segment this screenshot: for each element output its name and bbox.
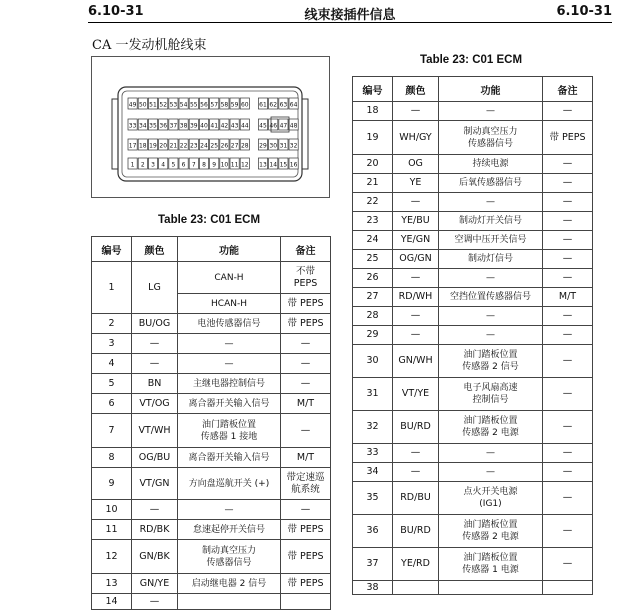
connector-pin-label: 24 (200, 142, 208, 150)
table-row (353, 411, 593, 444)
cell-no: 31 (353, 378, 393, 411)
connector-pin-label: 25 (210, 142, 219, 150)
table-row (353, 345, 593, 378)
cell-note: 带 PEPS (281, 540, 331, 574)
cell-color: GN/BK (132, 540, 178, 574)
cell-func: HCAN-H (178, 294, 281, 314)
cell-func (178, 594, 281, 610)
table-row (353, 581, 593, 595)
connector-pin-label: 47 (279, 122, 288, 130)
connector-pin-label: 15 (279, 161, 288, 169)
table-left-header-color: 颜色 (132, 237, 178, 262)
connector-pin-label: 36 (159, 122, 168, 130)
page-header-title: 线束接插件信息 (304, 8, 396, 23)
cell-color: — (393, 444, 439, 463)
connector-pin-label: 53 (169, 101, 178, 109)
cell-note: — (543, 326, 593, 345)
cell-note: M/T (543, 288, 593, 307)
cell-no: 30 (353, 345, 393, 378)
table-row (353, 102, 593, 121)
cell-color: YE (393, 174, 439, 193)
cell-no: 19 (353, 121, 393, 155)
table-row (92, 448, 331, 468)
connector-pin-label: 39 (189, 122, 198, 130)
connector-pin-label: 49 (128, 101, 137, 109)
cell-note: — (543, 174, 593, 193)
connector-pin-label: 41 (210, 122, 219, 130)
cell-note: — (281, 414, 331, 448)
cell-func: 油门踏板位置 传感器 2 电源 (439, 411, 543, 444)
cell-color: BU/RD (393, 515, 439, 548)
connector-pin-label: 26 (220, 142, 229, 150)
cell-note: — (543, 307, 593, 326)
cell-no: 21 (353, 174, 393, 193)
connector-pin-label: 61 (259, 101, 267, 109)
cell-color: RD/BU (393, 482, 439, 515)
table-row (92, 594, 331, 610)
cell-note: — (281, 354, 331, 374)
cell-note (543, 581, 593, 595)
table-row (353, 231, 593, 250)
cell-note: — (543, 515, 593, 548)
connector-pin-label: 23 (189, 142, 198, 150)
connector-diagram (91, 56, 330, 198)
cell-color: YE/RD (393, 548, 439, 581)
cell-func: 制动真空压力 传感器信号 (178, 540, 281, 574)
connector-pin-label: 46 (269, 122, 278, 130)
connector-pin-label: 52 (159, 101, 168, 109)
table-row (92, 334, 331, 354)
table-row (92, 540, 331, 574)
cell-no: 29 (353, 326, 393, 345)
table-left-header-no: 编号 (92, 237, 132, 262)
cell-func: 油门踏板位置 传感器 1 电源 (439, 548, 543, 581)
connector-pin-label: 27 (230, 142, 239, 150)
cell-no: 11 (92, 520, 132, 540)
cell-no: 9 (92, 468, 132, 500)
cell-note: — (543, 482, 593, 515)
table-row (92, 314, 331, 334)
cell-color: — (132, 334, 178, 354)
connector-pin-label: 1 (130, 161, 135, 169)
cell-no: 12 (92, 540, 132, 574)
cell-no: 3 (92, 334, 132, 354)
cell-color: OG (393, 155, 439, 174)
cell-no: 32 (353, 411, 393, 444)
cell-no: 22 (353, 193, 393, 212)
table-row (353, 288, 593, 307)
cell-no: 18 (353, 102, 393, 121)
connector-pin-label: 10 (220, 161, 229, 169)
table-row (353, 121, 593, 155)
connector-pin-label: 14 (269, 161, 278, 169)
cell-no: 10 (92, 500, 132, 520)
connector-pin-label: 3 (151, 161, 155, 169)
table-row (92, 500, 331, 520)
cell-no: 5 (92, 374, 132, 394)
connector-pin-label: 16 (289, 161, 298, 169)
cell-func: — (178, 354, 281, 374)
cell-color: YE/BU (393, 212, 439, 231)
cell-note: M/T (281, 394, 331, 414)
cell-color: BN (132, 374, 178, 394)
cell-func: 怠速起停开关信号 (178, 520, 281, 540)
page-number-right: 6.10-31 (556, 4, 612, 19)
cell-func: 电池传感器信号 (178, 314, 281, 334)
connector-left-latch (112, 99, 118, 169)
connector-pin-label: 35 (149, 122, 157, 130)
connector-pin-label: 22 (179, 142, 188, 150)
cell-color: VT/GN (132, 468, 178, 500)
cell-note: M/T (281, 448, 331, 468)
connector-pin-label: 45 (259, 122, 267, 130)
cell-no: 6 (92, 394, 132, 414)
cell-func: — (439, 102, 543, 121)
cell-func: 启动继电器 2 信号 (178, 574, 281, 594)
connector-pin-label: 60 (240, 101, 249, 109)
cell-no: 2 (92, 314, 132, 334)
cell-func: — (439, 326, 543, 345)
connector-pin-label: 28 (240, 142, 249, 150)
cell-no: 36 (353, 515, 393, 548)
cell-color: — (393, 463, 439, 482)
table-row (353, 515, 593, 548)
cell-func: CAN-H (178, 262, 281, 294)
cell-color: — (393, 326, 439, 345)
connector-pin-label: 33 (128, 122, 137, 130)
table-row (92, 574, 331, 594)
table-row (353, 378, 593, 411)
connector-pin-label: 21 (169, 142, 178, 150)
cell-func: 制动真空压力 传感器信号 (439, 121, 543, 155)
cell-color: GN/YE (132, 574, 178, 594)
cell-color: GN/WH (393, 345, 439, 378)
cell-color: OG/GN (393, 250, 439, 269)
table-left-header-note: 备注 (281, 237, 331, 262)
cell-func: — (439, 269, 543, 288)
cell-func: 电子风扇高速 控制信号 (439, 378, 543, 411)
cell-no: 33 (353, 444, 393, 463)
cell-note: — (543, 463, 593, 482)
cell-no: 13 (92, 574, 132, 594)
cell-note: — (543, 345, 593, 378)
cell-func: 离合器开关输入信号 (178, 394, 281, 414)
connector-pin-label: 63 (279, 101, 288, 109)
cell-func: 点火开关电源 (IG1) (439, 482, 543, 515)
section-title: CA 一发动机舱线束 (92, 38, 207, 53)
cell-color: BU/RD (393, 411, 439, 444)
table-row (353, 193, 593, 212)
table-left (91, 236, 331, 610)
table-row (353, 548, 593, 581)
table-left-header-func: 功能 (178, 237, 281, 262)
table-row (92, 414, 331, 448)
connector-pin-label: 51 (149, 101, 157, 109)
cell-func: 空挡位置传感器信号 (439, 288, 543, 307)
connector-pin-label: 6 (181, 161, 186, 169)
table-row (353, 212, 593, 231)
cell-no: 4 (92, 354, 132, 374)
table-row (353, 174, 593, 193)
cell-func: 制动灯开关信号 (439, 212, 543, 231)
table-right-header-row (353, 77, 593, 102)
cell-no: 7 (92, 414, 132, 448)
cell-note: — (543, 250, 593, 269)
cell-color: — (393, 102, 439, 121)
table-row (353, 307, 593, 326)
cell-func: 制动灯信号 (439, 250, 543, 269)
cell-note: 带 PEPS (543, 121, 593, 155)
cell-note: 带定速巡 航系统 (281, 468, 331, 500)
cell-color: YE/GN (393, 231, 439, 250)
cell-color: — (132, 594, 178, 610)
connector-pin-label: 38 (179, 122, 188, 130)
connector-right-latch (302, 99, 308, 169)
table-row (353, 444, 593, 463)
connector-pin-label: 40 (200, 122, 208, 130)
connector-pin-label: 31 (279, 142, 288, 150)
cell-no: 37 (353, 548, 393, 581)
cell-no: 27 (353, 288, 393, 307)
connector-pin-label: 42 (220, 122, 229, 130)
cell-note: — (281, 374, 331, 394)
table-row (353, 269, 593, 288)
connector-pin-label: 56 (200, 101, 208, 109)
table-right-header-no: 编号 (353, 77, 393, 102)
connector-pin-label: 7 (191, 161, 196, 169)
connector-pin-label: 54 (179, 101, 188, 109)
cell-note: — (543, 231, 593, 250)
table-row (92, 262, 331, 294)
connector-pin-label: 12 (240, 161, 249, 169)
cell-no: 23 (353, 212, 393, 231)
cell-note: 带 PEPS (281, 574, 331, 594)
cell-color: VT/WH (132, 414, 178, 448)
connector-pin-label: 8 (202, 161, 206, 169)
connector-pin-label: 29 (259, 142, 267, 150)
table-row (92, 468, 331, 500)
header-rule (88, 22, 612, 23)
table-row (353, 482, 593, 515)
table-left-header-row (92, 237, 331, 262)
cell-color: VT/YE (393, 378, 439, 411)
cell-note: 带 PEPS (281, 314, 331, 334)
cell-func: 油门踏板位置 传感器 2 电源 (439, 515, 543, 548)
connector-pin-label: 37 (169, 122, 178, 130)
table-row (92, 354, 331, 374)
table-right-header-func: 功能 (439, 77, 543, 102)
cell-func: 后氧传感器信号 (439, 174, 543, 193)
connector-pin-label: 19 (149, 142, 157, 150)
cell-note: — (543, 193, 593, 212)
cell-note: 不带 PEPS (281, 262, 331, 294)
cell-no: 38 (353, 581, 393, 595)
connector-pin-label: 2 (140, 161, 145, 169)
table-right-header-note: 备注 (543, 77, 593, 102)
connector-pin-label: 30 (269, 142, 278, 150)
connector-pin-label: 62 (269, 101, 278, 109)
cell-color: VT/OG (132, 394, 178, 414)
cell-func: — (178, 334, 281, 354)
connector-pin-label: 9 (212, 161, 217, 169)
cell-note: — (543, 102, 593, 121)
cell-color: — (393, 193, 439, 212)
cell-note: — (543, 548, 593, 581)
cell-func: 空调中压开关信号 (439, 231, 543, 250)
table-row (353, 155, 593, 174)
cell-func (439, 581, 543, 595)
connector-pin-label: 20 (159, 142, 168, 150)
cell-func: — (439, 193, 543, 212)
cell-color: — (132, 500, 178, 520)
connector-pin-label: 57 (210, 101, 219, 109)
table-right-header-color: 颜色 (393, 77, 439, 102)
connector-pin-label: 59 (230, 101, 239, 109)
cell-no: 34 (353, 463, 393, 482)
cell-note: — (543, 378, 593, 411)
cell-note: — (543, 212, 593, 231)
cell-color: — (132, 354, 178, 374)
cell-no: 28 (353, 307, 393, 326)
table-row (353, 326, 593, 345)
cell-func: 主继电器控制信号 (178, 374, 281, 394)
cell-color: BU/OG (132, 314, 178, 334)
cell-func: — (439, 444, 543, 463)
table-row (92, 520, 331, 540)
cell-note: — (543, 269, 593, 288)
cell-no: 1 (92, 262, 132, 314)
connector-pin-label: 18 (138, 142, 147, 150)
cell-color: — (393, 269, 439, 288)
cell-note: 带 PEPS (281, 294, 331, 314)
cell-note: — (281, 500, 331, 520)
cell-color: LG (132, 262, 178, 314)
table-row (353, 463, 593, 482)
connector-pin-label: 4 (161, 161, 166, 169)
connector-pin-label: 5 (171, 161, 176, 169)
cell-func: 离合器开关输入信号 (178, 448, 281, 468)
connector-pin-label: 55 (189, 101, 198, 109)
cell-no: 24 (353, 231, 393, 250)
cell-note: — (543, 155, 593, 174)
cell-color: OG/BU (132, 448, 178, 468)
table-left-caption: Table 23: C01 ECM (158, 214, 261, 226)
cell-no: 25 (353, 250, 393, 269)
cell-func: — (178, 500, 281, 520)
connector-pin-label: 64 (289, 101, 298, 109)
cell-color: — (393, 307, 439, 326)
table-row (92, 394, 331, 414)
cell-color: RD/WH (393, 288, 439, 307)
connector-pin-label: 13 (259, 161, 267, 169)
connector-pin-label: 50 (138, 101, 147, 109)
page-number-left: 6.10-31 (88, 4, 144, 19)
connector-drawing (92, 57, 329, 197)
cell-note: — (281, 334, 331, 354)
connector-pin-label: 34 (138, 122, 147, 130)
connector-pin-label: 11 (230, 161, 239, 169)
connector-pin-label: 32 (289, 142, 298, 150)
cell-no: 8 (92, 448, 132, 468)
cell-color: RD/BK (132, 520, 178, 540)
table-right (352, 76, 593, 595)
table-right-caption: Table 23: C01 ECM (420, 54, 523, 66)
cell-func: 油门踏板位置 传感器 1 接地 (178, 414, 281, 448)
cell-note: 带 PEPS (281, 520, 331, 540)
connector-pin-label: 48 (289, 122, 298, 130)
connector-pin-label: 58 (220, 101, 229, 109)
cell-note (281, 594, 331, 610)
cell-func: 方向盘巡航开关 (+) (178, 468, 281, 500)
connector-pin-label: 17 (128, 142, 137, 150)
cell-func: — (439, 307, 543, 326)
table-row (353, 250, 593, 269)
cell-color (393, 581, 439, 595)
cell-no: 26 (353, 269, 393, 288)
cell-func: 油门踏板位置 传感器 2 信号 (439, 345, 543, 378)
cell-no: 14 (92, 594, 132, 610)
cell-no: 35 (353, 482, 393, 515)
cell-color: WH/GY (393, 121, 439, 155)
page-header (88, 2, 612, 24)
cell-func: — (439, 463, 543, 482)
cell-note: — (543, 411, 593, 444)
connector-pin-label: 43 (230, 122, 239, 130)
table-row (92, 374, 331, 394)
connector-pin-label: 44 (240, 122, 249, 130)
cell-no: 20 (353, 155, 393, 174)
cell-func: 持续电源 (439, 155, 543, 174)
cell-note: — (543, 444, 593, 463)
